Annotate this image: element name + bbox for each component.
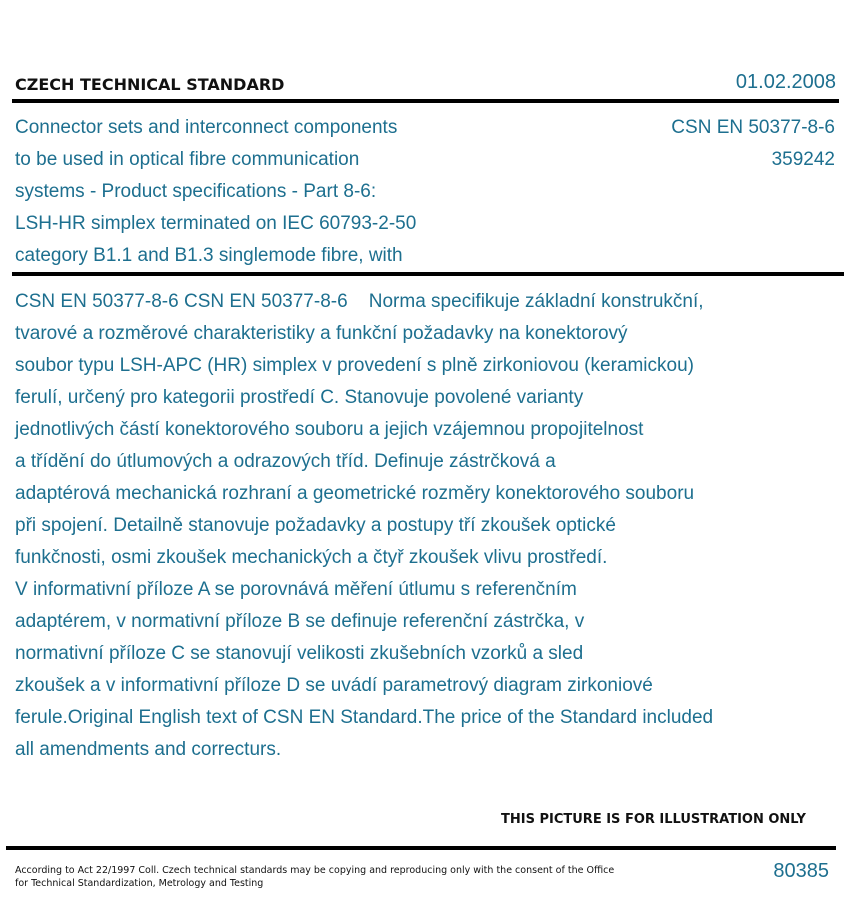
illustration-disclaimer: THIS PICTURE IS FOR ILLUSTRATION ONLY	[501, 812, 806, 827]
description-line: all amendments and correcturs.	[15, 739, 282, 760]
standard-title-line: systems - Product specifications - Part 8-6:	[15, 181, 377, 202]
catalog-number: 359242	[771, 149, 835, 170]
description-line: tvarové a rozměrové charakteristiky a funkční požadavky na konektorový	[15, 323, 628, 344]
description-line: zkoušek a v informativní příloze D se uvádí parametrový diagram zirkoniové	[15, 675, 653, 696]
legal-notice	[15, 864, 615, 890]
document-type-label: CZECH TECHNICAL STANDARD	[15, 75, 285, 94]
standard-description	[15, 286, 850, 766]
description-line: ferule.Original English text of CSN EN Standard.The price of the Standard included	[15, 707, 714, 728]
description-line: adaptérová mechanická rozhraní a geometrické rozměry konektorového souboru	[15, 483, 695, 504]
publication-date: 01.02.2008	[735, 71, 836, 93]
description-line: normativní příloze C se stanovují velikosti zkušebních vzorků a sled	[15, 643, 584, 664]
description-line: V informativní příloze A se porovnává měření útlumu s referenčním	[15, 579, 577, 600]
description-line: ferulí, určený pro kategorii prostředí C. Stanovuje povolené varianty	[15, 387, 584, 408]
standard-title-line: LSH-HR simplex terminated on IEC 60793-2-50	[15, 213, 417, 234]
footer-divider	[6, 846, 836, 850]
description-line: jednotlivých částí konektorového souboru a jejich vzájemnou propojitelnost	[15, 419, 644, 440]
standard-title-line: to be used in optical fibre communication	[15, 149, 360, 170]
description-line: a třídění do útlumových a odrazových tříd. Definuje zástrčková a	[15, 451, 556, 472]
standard-code: CSN EN 50377-8-6	[671, 117, 835, 138]
title-divider	[12, 272, 844, 276]
document-number: 80385	[773, 860, 829, 882]
description-line: CSN EN 50377-8-6 CSN EN 50377-8-6 Norma specifikuje základní konstrukční,	[15, 291, 704, 312]
description-line: soubor typu LSH-APC (HR) simplex v provedení s plně zirkoniovou (keramickou)	[15, 355, 694, 376]
description-line: při spojení. Detailně stanovuje požadavky a postupy tří zkoušek optické	[15, 515, 616, 536]
standard-title-line: category B1.1 and B1.3 singlemode fibre, with	[15, 245, 403, 266]
description-line: adaptérem, v normativní příloze B se definuje referenční zástrčka, v	[15, 611, 585, 632]
top-divider	[12, 99, 839, 103]
standard-title-line: Connector sets and interconnect components	[15, 117, 398, 138]
description-line: funkčnosti, osmi zkoušek mechanických a čtyř zkoušek vlivu prostředí.	[15, 547, 608, 568]
legal-notice-line: According to Act 22/1997 Coll. Czech technical standards may be copying and reproducing only with the consent of the Office	[15, 865, 615, 876]
legal-notice-line: for Technical Standardization, Metrology and Testing	[15, 878, 264, 889]
